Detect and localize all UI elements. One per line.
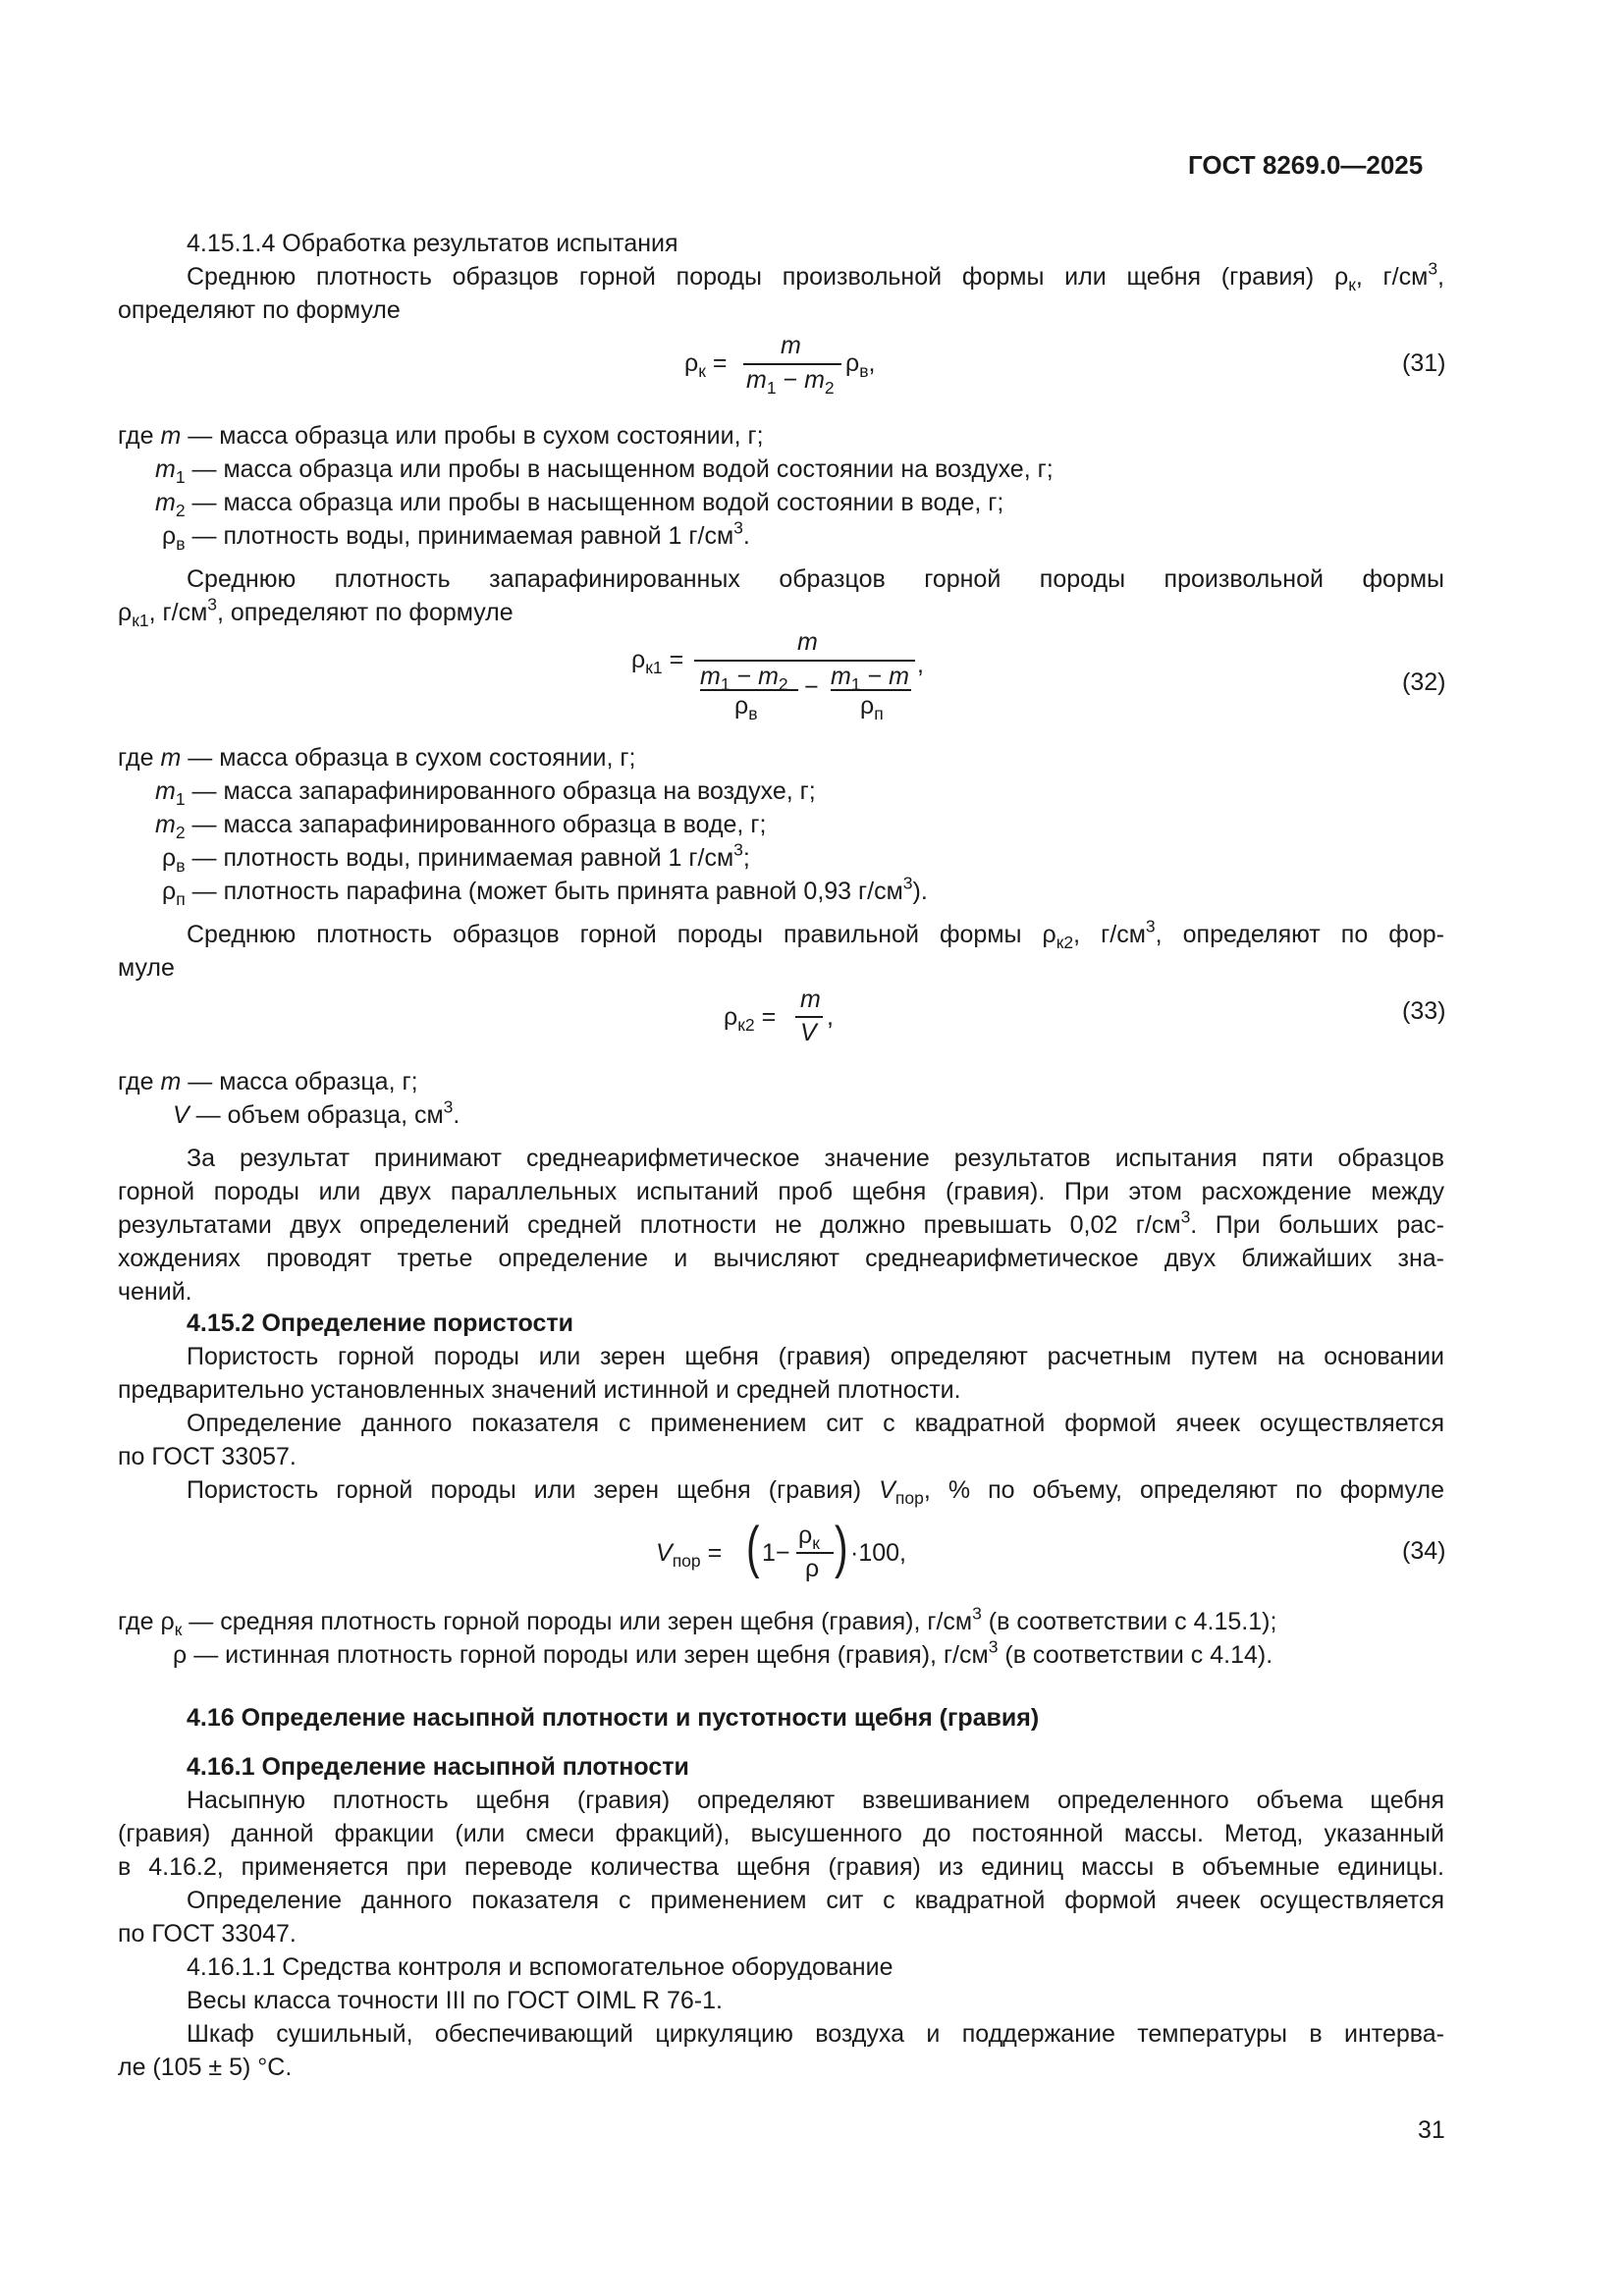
paragraph-line: ле (105 ± 5) °С. bbox=[118, 2054, 293, 2081]
equation-number: (33) bbox=[1402, 997, 1446, 1025]
subsection-title-4-16-1-1: 4.16.1.1 Средства контроля и вспомогательное оборудование bbox=[187, 1953, 893, 1981]
where-line: где m — масса образца в сухом состоянии, г; bbox=[118, 744, 636, 772]
paragraph-line: Весы класса точности III по ГОСТ OIML R 76-1. bbox=[187, 1987, 723, 2014]
paragraph-line: (гравия) данной фракции (или смеси фракций), высушенного до постоянной массы. Метод, указанный bbox=[118, 1820, 1444, 1847]
paragraph-line: горной породы или двух параллельных испытаний проб щебня (гравия). При этом расхождение между bbox=[118, 1178, 1444, 1205]
paragraph-line: Насыпную плотность щебня (гравия) определяют взвешиванием определенного объема щебня bbox=[187, 1787, 1444, 1814]
where-line: $\rho_п$ — плотность парафина (может быть принята равной 0,93 $г/см^3$). bbox=[162, 873, 928, 910]
paragraph-line: Определение данного показателя с применением сит с квадратной формой ячеек осуществляется bbox=[187, 1410, 1444, 1437]
where-line: V — объем образца, $см^3$. bbox=[173, 1096, 460, 1129]
paragraph-line: чений. bbox=[118, 1278, 192, 1306]
paragraph-line: по ГОСТ 33047. bbox=[118, 1920, 297, 1948]
paragraph-line: в 4.16.2, применяется при переводе количества щебня (гравия) из единиц массы в объемные единицы. bbox=[118, 1853, 1444, 1881]
paragraph-line: Среднюю плотность образцов горной породы произвольной формы или щебня (гравия) $\rho_к$, $г/см^3$, bbox=[187, 258, 1444, 295]
paragraph-line: Шкаф сушильный, обеспечивающий циркуляцию воздуха и поддержание температуры в интерва- bbox=[187, 2020, 1444, 2048]
paragraph-line: Определение данного показателя с применением сит с квадратной формой ячеек осуществляется bbox=[187, 1887, 1444, 1914]
paragraph-line: по ГОСТ 33057. bbox=[118, 1443, 297, 1470]
where-line: $\rho_в$ — плотность воды, принимаемая равной 1 $г/см^3$; bbox=[162, 839, 750, 877]
subsection-title-4-16-1: 4.16.1 Определение насыпной плотности bbox=[187, 1753, 689, 1781]
where-line: $m_2$ — масса образца или пробы в насыщенном водой состоянии в воде, г; bbox=[155, 489, 1004, 521]
where-line: где $\rho_к$ — средняя плотность горной породы или зерен щебня (гравия), $г/см^3$ (в соответствии с 4.15.1); bbox=[118, 1603, 1277, 1640]
paragraph-line: Среднюю плотность образцов горной породы правильной формы $\rho_{к2}$, $г/см^3$, определяют по фор- bbox=[187, 916, 1444, 953]
paragraph-line: предварительно установленных значений истинной и средней плотности. bbox=[118, 1376, 961, 1404]
where-line: $m_2$ — масса запарафинированного образца в воде, г; bbox=[155, 811, 767, 843]
where-line: ρ — истинная плотность горной породы или зерен щебня (гравия), $г/см^3$ (в соответствии с 4.14). bbox=[173, 1636, 1273, 1669]
where-line: $\rho_в$ — плотность воды, принимаемая равной 1 $г/см^3$. bbox=[162, 517, 750, 555]
paragraph-line: Пористость горной породы или зерен щебня (гравия) определяют расчетным путем на основании bbox=[187, 1343, 1444, 1370]
paragraph-line: Среднюю плотность запарафинированных образцов горной породы произвольной формы bbox=[187, 565, 1444, 593]
paragraph-line: хождениях проводят третье определение и вычисляют среднеарифметическое двух ближайших зна- bbox=[118, 1245, 1444, 1272]
paragraph-line: За результат принимают среднеарифметическое значение результатов испытания пяти образцов bbox=[187, 1145, 1444, 1172]
equation-number: (31) bbox=[1402, 349, 1446, 377]
paragraph-line: $\rho_{к1}$, $г/см^3$, определяют по формуле bbox=[118, 594, 514, 631]
subsection-title-4-15-1-4: 4.15.1.4 Обработка результатов испытания bbox=[187, 230, 678, 257]
equation-number: (32) bbox=[1402, 668, 1446, 696]
where-line: $m_1$ — масса запарафинированного образца на воздухе, г; bbox=[155, 777, 816, 810]
equation-number: (34) bbox=[1402, 1537, 1446, 1565]
paragraph-line: Пористость горной породы или зерен щебня (гравия) $V_{пор}$, % по объему, определяют по формуле bbox=[187, 1476, 1444, 1509]
paragraph-line: результатами двух определений средней плотности не должно превышать 0,02 $г/см^3$. При больших рас- bbox=[118, 1206, 1444, 1239]
page-number: 31 bbox=[1418, 2116, 1445, 2144]
where-line: где m — масса образца, г; bbox=[118, 1068, 418, 1095]
where-line: $m_1$ — масса образца или пробы в насыщенном водой состоянии на воздухе, г; bbox=[155, 455, 1054, 488]
section-title-4-16: 4.16 Определение насыпной плотности и пустотности щебня (гравия) bbox=[187, 1704, 1040, 1732]
where-line: где m — масса образца или пробы в сухом состоянии, г; bbox=[118, 422, 764, 450]
paragraph-line: муле bbox=[118, 954, 175, 982]
subsection-title-4-15-2: 4.15.2 Определение пористости bbox=[187, 1309, 574, 1337]
document-header: ГОСТ 8269.0—2025 bbox=[1188, 150, 1424, 180]
paragraph-line: определяют по формуле bbox=[118, 296, 401, 324]
